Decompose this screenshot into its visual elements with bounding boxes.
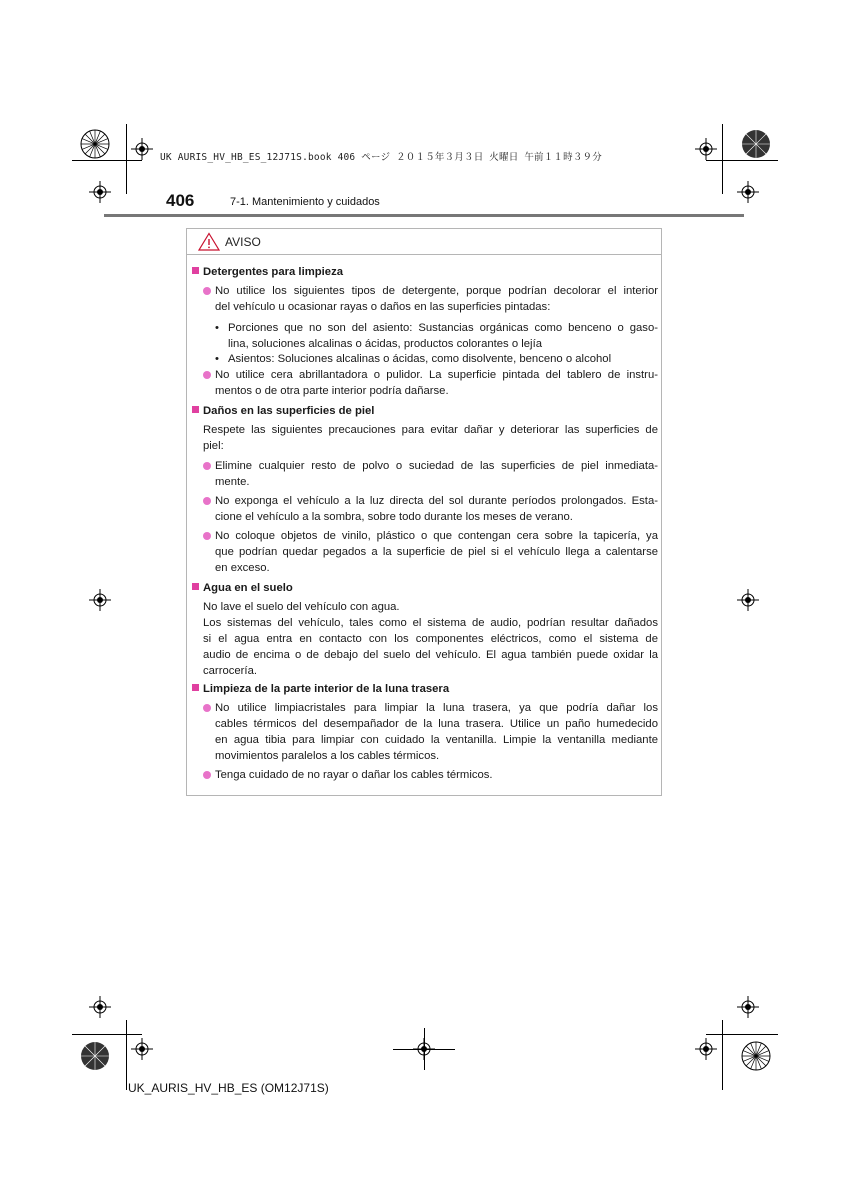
bullet-text: No utilice limpiacristales para limpiar la luna trasera, ya que podría dañar los <box>215 702 658 714</box>
bullet-text: Elimine cualquier resto de polvo o suciedad de las superficies de piel inmediata- <box>215 460 658 472</box>
registration-cross-icon <box>695 1038 717 1060</box>
registration-cross-icon <box>89 996 111 1018</box>
bullet-text: en agua tibia para limpiar con cuidado la ventanilla. Limpie la ventanilla mediante <box>215 734 658 746</box>
bullet-text: movimientos paralelos a los cables térmicos. <box>215 750 440 762</box>
heading-square-icon <box>192 267 199 274</box>
bullet-dot-icon <box>203 287 211 295</box>
bullet-text: mente. <box>215 476 250 488</box>
sub-bullet-text: Porciones que no son del asiento: Sustancias orgánicas como benceno o gaso- <box>228 322 658 334</box>
paragraph-text: No lave el suelo del vehículo con agua. <box>203 601 400 613</box>
registration-cross-icon <box>89 181 111 203</box>
paragraph-text: carrocería. <box>203 665 257 677</box>
sub-bullet-mark: • <box>215 353 219 365</box>
registration-wheel-icon <box>80 129 110 159</box>
sub-bullet-text: Asientos: Soluciones alcalinas o ácidas, como disolvente, benceno o alcohol <box>228 353 612 365</box>
bullet-text: que podrían quedar pegados a la superficie de piel si el vehículo llega a calentarse <box>215 546 658 558</box>
registration-cross-icon <box>89 589 111 611</box>
paragraph-text: Respete las siguientes precauciones para evitar dañar y deteriorar las superficies de <box>203 424 658 436</box>
section-heading: Detergentes para limpieza <box>192 264 343 280</box>
paragraph-text: piel: <box>203 440 224 452</box>
registration-cross-icon <box>131 138 153 160</box>
registration-cross-icon <box>131 1038 153 1060</box>
bullet-dot-icon <box>203 497 211 505</box>
sub-bullet-text: lina, soluciones alcalinas o ácidas, productos colorantes o lejía <box>228 338 542 350</box>
heading-square-icon <box>192 406 199 413</box>
page-number: 406 <box>166 191 195 210</box>
paragraph-text: audio de encima o de debajo del suelo del vehículo. El agua también puede oxidar la <box>203 649 658 661</box>
bullet-text: en exceso. <box>215 562 270 574</box>
print-info: UK AURIS_HV_HB_ES_12J71S.book 406 ページ ２０１５年３月３日 火曜日 午前１１時３９分 <box>160 152 602 163</box>
bullet-dot-icon <box>203 704 211 712</box>
header-rule <box>104 214 744 217</box>
bullet-text: del vehículo u ocasionar rayas o daños en las superficies pintadas: <box>215 301 551 313</box>
registration-wheel-icon <box>741 1041 771 1071</box>
section-title: 7-1. Mantenimiento y cuidados <box>230 196 380 208</box>
bullet-dot-icon <box>203 771 211 779</box>
registration-cross-icon <box>737 996 759 1018</box>
warning-label: AVISO <box>225 235 261 249</box>
footer-code: UK_AURIS_HV_HB_ES (OM12J71S) <box>128 1081 329 1095</box>
warning-header <box>187 229 661 255</box>
bullet-text: cione el vehículo a la sombra, sobre todo durante los meses de verano. <box>215 511 573 523</box>
registration-wheel-icon <box>80 1041 110 1071</box>
section-heading: Daños en las superficies de piel <box>192 403 374 419</box>
heading-square-icon <box>192 583 199 590</box>
bullet-text: mentos o de otra parte interior podría dañarse. <box>215 385 449 397</box>
section-heading: Agua en el suelo <box>192 580 293 596</box>
registration-wheel-icon <box>741 129 771 159</box>
registration-cross-icon <box>737 589 759 611</box>
section-heading: Limpieza de la parte interior de la luna trasera <box>192 681 449 697</box>
bullet-dot-icon <box>203 532 211 540</box>
bullet-dot-icon <box>203 371 211 379</box>
paragraph-text: Los sistemas del vehículo, tales como el sistema de audio, podrían resultar dañados <box>203 617 658 629</box>
sub-bullet-mark: • <box>215 322 219 334</box>
registration-cross-icon <box>695 138 717 160</box>
heading-square-icon <box>192 684 199 691</box>
bullet-text: No coloque objetos de vinilo, plástico o que contengan cera sobre la tapicería, ya <box>215 530 658 542</box>
warning-triangle-icon <box>198 232 220 251</box>
warning-box <box>186 228 662 796</box>
bullet-text: Tenga cuidado de no rayar o dañar los cables térmicos. <box>215 769 493 781</box>
bullet-text: cables térmicos del desempañador de la luna trasera. Utilice un paño humedecido <box>215 718 658 730</box>
bullet-text: No utilice los siguientes tipos de detergente, porque podrían decolorar el interior <box>215 285 658 297</box>
paragraph-text: si el agua entra en contacto con los componentes eléctricos, como el sistema de <box>203 633 658 645</box>
bullet-text: No utilice cera abrillantadora o pulidor. La superficie pintada del tablero de instru- <box>215 369 658 381</box>
bullet-text: No exponga el vehículo a la luz directa del sol durante períodos prolongados. Esta- <box>215 495 658 507</box>
registration-cross-icon <box>737 181 759 203</box>
bullet-dot-icon <box>203 462 211 470</box>
